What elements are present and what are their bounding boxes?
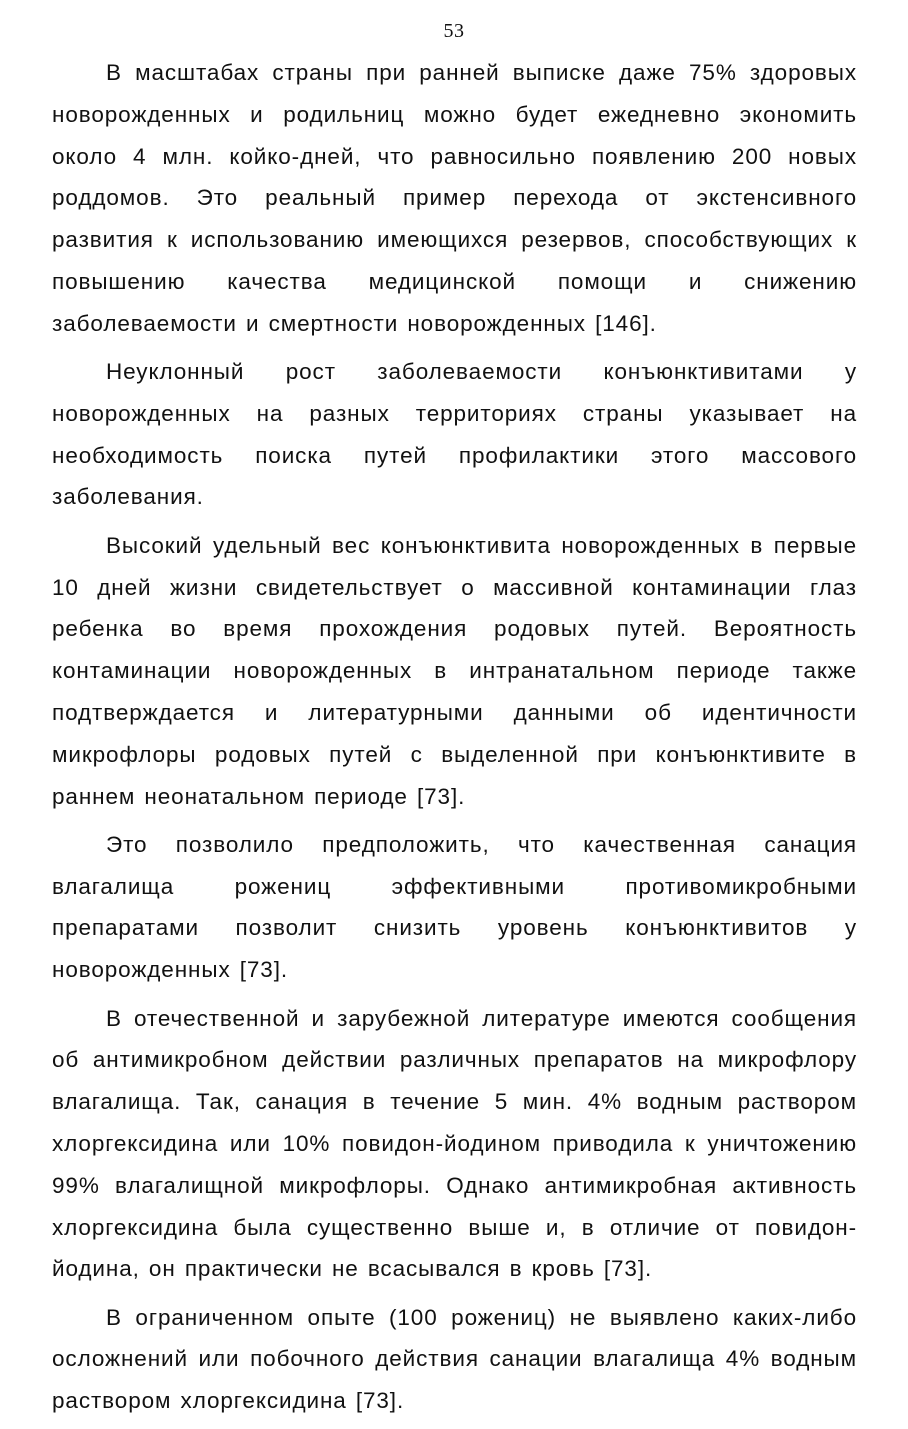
paragraph-sanation-hypothesis: Это позволило предположить, что качественная санация влагалища рожениц эффективными противомикробными препаратами позволит снизить уровень конъюнктивитов у новорожденных [73]. xyxy=(52,831,857,983)
paragraph-early-discharge: В масштабах страны при ранней выписке даже 75% здоровых новорожденных и родильниц можно будет ежедневно экономить около 4 млн. койко-дней, что равносильно появлению 200 новых роддомов. Это реальный пример перехода от экстенсивного развития к использованию имеющихся резервов, способствующих к повышению качества медицинской помощи и снижению заболеваемости и смертности новорожденных [146]. xyxy=(52,60,857,336)
paragraph-contamination-risk: Высокий удельный вес конъюнктивита новорожденных в первые 10 дней жизни свидетельствует о массивной контаминации глаз ребенка во время прохождения родовых путей. Вероятность контаминации новорожденных в интранатальном периоде также подтверждается и литературными данными об идентичности микрофлоры родовых путей с выделенной при конъюнктивите в раннем неонатальном периоде [73]. xyxy=(52,532,857,809)
paragraph-conjunctivitis-growth: Неуклонный рост заболеваемости конъюнктивитами у новорожденных на разных территориях страны указывает на необходимость поиска путей профилактики этого массового заболевания. xyxy=(52,359,857,510)
paragraph-antimicrobial-literature: В отечественной и зарубежной литературе имеются сообщения об антимикробном действии различных препаратов на микрофлору влагалища. Так, санация в течение 5 мин. 4% водным раствором хлоргексидина или 10% повидон-йодином приводила к уничтожению 99% влагалищной микрофлоры. Однако антимикробная активность хлоргексидина была существенно выше и, в отличие от повидон-йодина, он практически не всасывался в кровь [73]. xyxy=(52,1005,857,1282)
page-number: 53 xyxy=(443,20,465,42)
body-text xyxy=(52,52,857,1429)
paragraph-limited-experience: В ограниченном опыте (100 рожениц) не выявлено каких-либо осложнений или побочного действия санации влагалища 4% водным раствором хлоргексидина [73]. xyxy=(52,1304,857,1414)
